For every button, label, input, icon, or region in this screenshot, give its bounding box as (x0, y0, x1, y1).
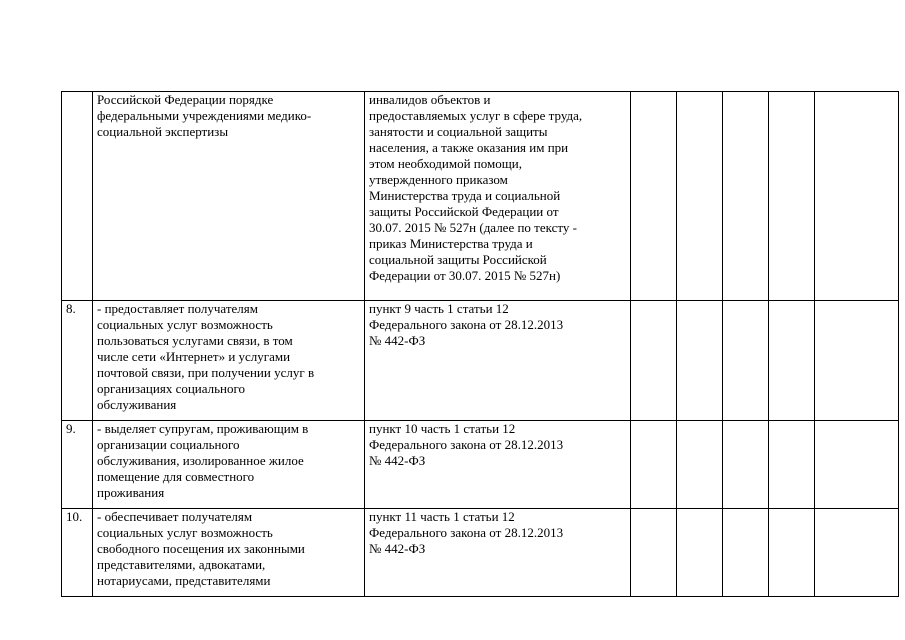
legal-basis-cell (365, 301, 631, 421)
text-line: пункт 9 часть 1 статьи 12 (369, 301, 509, 316)
text-line: пункт 11 часть 1 статьи 12 (369, 509, 515, 524)
text-line: № 442-ФЗ (369, 541, 426, 556)
text-line: - предоставляет получателям (97, 301, 258, 316)
text-line: № 442-ФЗ (369, 333, 426, 348)
text-line: организациях социального (97, 381, 246, 396)
text-line: населения, а также оказания им при (369, 140, 569, 155)
empty-cell (677, 421, 723, 509)
requirement-cell (93, 421, 365, 509)
text-line: № 442-ФЗ (369, 453, 426, 468)
table-row (62, 301, 899, 421)
empty-cell (769, 92, 815, 301)
text-line: социальной защиты Российской (369, 252, 547, 267)
text-line: предоставляемых услуг в сфере труда, (369, 108, 583, 123)
text-line: нотариусами, представителями (97, 573, 271, 588)
text-line: утвержденного приказом (369, 172, 508, 187)
text-line: Федерального закона от 28.12.2013 (369, 525, 564, 540)
requirement-cell (93, 301, 365, 421)
empty-cell (723, 92, 769, 301)
empty-cell (815, 92, 899, 301)
text-line: помещение для совместного (97, 469, 255, 484)
text-line: федеральными учреждениями медико- (97, 108, 312, 123)
text-line: социальных услуг возможность (97, 317, 273, 332)
text-line: этом необходимой помощи, (369, 156, 522, 171)
empty-cell (815, 301, 899, 421)
empty-cell (723, 301, 769, 421)
text-line: Министерства труда и социальной (369, 188, 561, 203)
text-line: свободного посещения их законными (97, 541, 305, 556)
empty-cell (631, 92, 677, 301)
text-line: организации социального (97, 437, 240, 452)
requirements-table (61, 91, 899, 597)
text-line: социальной экспертизы (97, 124, 229, 139)
text-line: 30.07. 2015 № 527н (далее по тексту - (369, 220, 577, 235)
empty-cell (631, 509, 677, 597)
legal-basis-cell (365, 92, 631, 301)
text-line: Федерального закона от 28.12.2013 (369, 317, 564, 332)
text-line: пользоваться услугами связи, в том (97, 333, 293, 348)
row-number: 8. (62, 301, 93, 421)
text-line: проживания (97, 485, 165, 500)
text-line: - выделяет супругам, проживающим в (97, 421, 309, 436)
empty-cell (677, 92, 723, 301)
text-line: социальных услуг возможность (97, 525, 273, 540)
empty-cell (769, 301, 815, 421)
text-line: приказ Министерства труда и (369, 236, 533, 251)
empty-cell (723, 509, 769, 597)
empty-cell (723, 421, 769, 509)
text-line: представителями, адвокатами, (97, 557, 266, 572)
text-line: числе сети «Интернет» и услугами (97, 349, 291, 364)
text-line: занятости и социальной защиты (369, 124, 548, 139)
row-number: 9. (62, 421, 93, 509)
empty-cell (631, 421, 677, 509)
table-row (62, 92, 899, 301)
text-line: пункт 10 часть 1 статьи 12 (369, 421, 516, 436)
text-line: обслуживания, изолированное жилое (97, 453, 304, 468)
row-number (62, 92, 93, 301)
text-line: почтовой связи, при получении услуг в (97, 365, 315, 380)
legal-basis-cell (365, 421, 631, 509)
empty-cell (769, 509, 815, 597)
text-line: Федерального закона от 28.12.2013 (369, 437, 564, 452)
table-row (62, 421, 899, 509)
text-line: Российской Федерации порядке (97, 92, 274, 107)
text-line: - обеспечивает получателям (97, 509, 253, 524)
text-line: защиты Российской Федерации от (369, 204, 559, 219)
empty-cell (677, 301, 723, 421)
empty-cell (815, 421, 899, 509)
text-line: обслуживания (97, 397, 177, 412)
legal-basis-cell (365, 509, 631, 597)
empty-cell (769, 421, 815, 509)
text-line: инвалидов объектов и (369, 92, 491, 107)
requirement-cell (93, 92, 365, 301)
empty-cell (631, 301, 677, 421)
empty-cell (677, 509, 723, 597)
table-row (62, 509, 899, 597)
text-line: Федерации от 30.07. 2015 № 527н) (369, 268, 561, 283)
empty-cell (815, 509, 899, 597)
requirement-cell (93, 509, 365, 597)
row-number: 10. (62, 509, 93, 597)
